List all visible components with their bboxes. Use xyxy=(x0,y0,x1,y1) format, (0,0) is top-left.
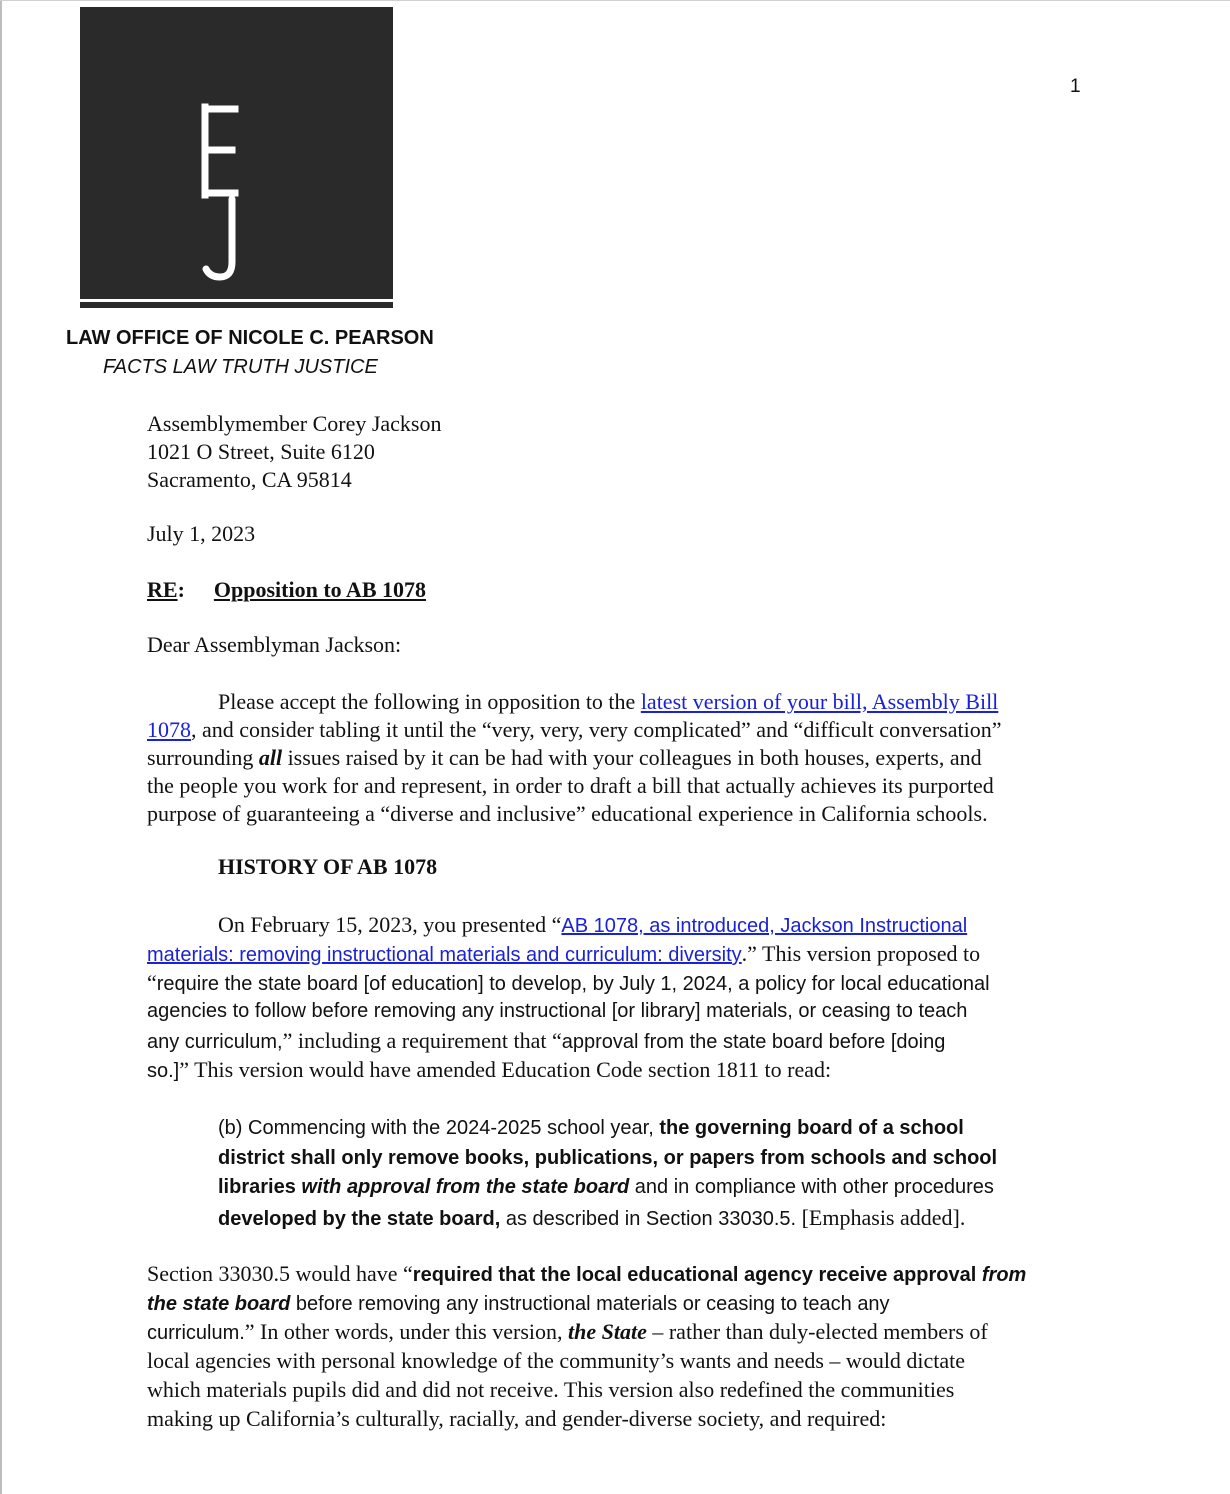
re-line xyxy=(147,577,426,603)
text-run: Section 33030.5 would have “ xyxy=(147,1261,413,1286)
text-run: as described in Section 33030.5. xyxy=(500,1207,802,1230)
paragraph-history xyxy=(147,910,1087,1084)
text-line: making up California’s culturally, racially, and gender-diverse society, and required: xyxy=(147,1406,887,1431)
re-subject: Opposition to AB 1078 xyxy=(213,577,426,602)
block-quote xyxy=(218,1114,1088,1232)
text-run: “ xyxy=(147,970,157,995)
bold-text: libraries xyxy=(218,1176,302,1198)
letter-date: July 1, 2023 xyxy=(147,521,256,546)
text-run: – rather than duly-elected members of xyxy=(646,1319,988,1344)
page-edge-top xyxy=(0,0,1230,1)
text-line: local agencies with personal knowledge of the community’s wants and needs – would dictate xyxy=(147,1348,966,1373)
bold-text: district shall only remove books, publications, or papers from schools and school xyxy=(218,1146,998,1169)
logo-monogram xyxy=(80,7,393,299)
text-run: , and consider tabling it until the “very, very, very complicated” and “difficult conversation” xyxy=(191,717,1002,742)
text-run: (b) Commencing with the 2024-2025 school year, xyxy=(218,1117,660,1139)
salutation: Dear Assemblyman Jackson: xyxy=(147,632,402,657)
bold-text: the governing board of a school xyxy=(659,1117,964,1139)
text-line: the people you work for and represent, in order to draft a bill that actually achieves its purported xyxy=(147,773,994,798)
re-colon: : xyxy=(177,577,185,602)
recipient-address xyxy=(147,410,442,494)
bill-version-link[interactable]: latest version of your bill, Assembly Bill xyxy=(640,689,999,714)
page-edge-left xyxy=(0,0,2,1494)
text-run: ” This version would have amended Education Code section 1811 to read: xyxy=(179,1057,832,1082)
logo-underline xyxy=(80,302,393,308)
bill-version-link-cont[interactable]: 1078 xyxy=(147,717,191,742)
text-run: and in compliance with other procedures xyxy=(629,1176,994,1198)
firm-name: LAW OFFICE OF NICOLE C. PEARSON xyxy=(66,327,434,349)
firm-motto: FACTS LAW TRUTH JUSTICE xyxy=(103,356,378,378)
text-line: which materials pupils did and did not receive. This version also redefined the communities xyxy=(147,1377,955,1402)
introduced-bill-link-cont[interactable]: materials: removing instructional materials and curriculum: diversity xyxy=(147,944,742,966)
text-run: .” This version proposed to xyxy=(741,941,981,966)
text-run: Please accept the following in opposition to the xyxy=(218,689,641,714)
quoted-text: any curriculum, xyxy=(147,1031,283,1053)
text-line: purpose of guaranteeing a “diverse and inclusive” educational experience in California schools. xyxy=(147,801,988,826)
bold-text: required that the local educational agency receive approval xyxy=(412,1264,982,1286)
section-heading: HISTORY OF AB 1078 xyxy=(218,854,438,879)
quoted-text: so.] xyxy=(147,1060,180,1082)
quoted-text: curriculum. xyxy=(147,1322,245,1344)
emphasis-all: all xyxy=(258,745,283,770)
page-number: 1 xyxy=(1070,76,1081,97)
recipient-city: Sacramento, CA 95814 xyxy=(147,467,352,492)
bold-text: developed by the state board, xyxy=(218,1207,501,1230)
bold-italic-text: with approval from the state board xyxy=(301,1176,630,1198)
text-run: ” In other words, under this version, xyxy=(244,1319,569,1344)
paragraph-section-33030 xyxy=(147,1259,1087,1433)
recipient-street: 1021 O Street, Suite 6120 xyxy=(147,439,375,464)
quoted-text: require the state board [of education] to develop, by July 1, 2024, a policy for local educational xyxy=(156,973,990,995)
bold-italic-text: from xyxy=(981,1264,1027,1286)
text-run: On February 15, 2023, you presented “ xyxy=(218,912,562,937)
quoted-text: approval from the state board before [doing xyxy=(561,1031,946,1053)
re-label: RE xyxy=(147,577,178,602)
text-run: issues raised by it can be had with your colleagues in both houses, experts, and xyxy=(282,745,982,770)
text-run: surrounding xyxy=(147,745,259,770)
emphasis-note: [Emphasis added]. xyxy=(801,1204,966,1230)
emphasis-the-state: the State xyxy=(568,1319,647,1344)
introduced-bill-link[interactable]: AB 1078, as introduced, Jackson Instructional xyxy=(561,915,968,937)
quoted-text: before removing any instructional materials or ceasing to teach any xyxy=(290,1293,890,1315)
quoted-text: agencies to follow before removing any instructional [or library] materials, or ceasing to teach xyxy=(147,1000,968,1022)
text-run: ” including a requirement that “ xyxy=(282,1028,562,1053)
bold-italic-text: the state board xyxy=(147,1293,291,1315)
recipient-name: Assemblymember Corey Jackson xyxy=(147,411,442,436)
paragraph-intro xyxy=(147,688,1087,828)
